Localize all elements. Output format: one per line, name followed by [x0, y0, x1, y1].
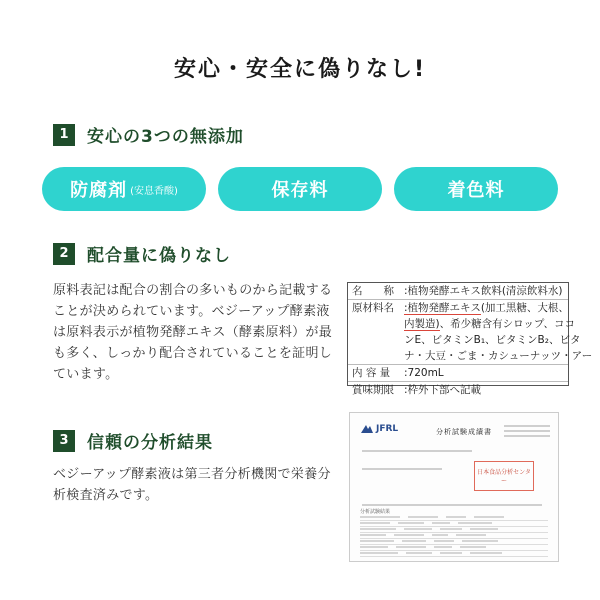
label-row-name [348, 283, 568, 300]
jfrl-logo-text: JFRL [376, 424, 399, 434]
report-field [362, 447, 472, 455]
jfrl-logo-icon [360, 423, 374, 435]
section-2-title: 配合量に偽りなし [87, 246, 231, 266]
label-value: ナ・大豆・ごま・カシューナッツ・アー [404, 350, 593, 362]
section-3-description: ベジーアップ酵素液は第三者分析機関で栄養分析検査済みです。 [53, 467, 331, 503]
additive-pill-preservative [42, 167, 206, 211]
report-title: 分析試験成績書 [436, 428, 492, 436]
label-row-ingredients [348, 300, 593, 365]
ingredient-label-image [347, 282, 593, 396]
additive-label: 保存料 [271, 180, 329, 201]
additive-pill-preservative-agent [218, 167, 382, 211]
label-key: 賞味期限 [352, 384, 394, 396]
label-key: 名 称 [352, 285, 394, 297]
certification-stamp: 日本食品分析センター [474, 461, 534, 491]
section-1-title: 安心の3つの無添加 [87, 127, 244, 147]
section-number-1: 1 [53, 124, 75, 146]
additive-pill-coloring [394, 167, 558, 211]
report-reference-lines [504, 422, 550, 440]
section-number-2: 2 [53, 243, 75, 265]
jfrl-logo [360, 423, 398, 435]
additive-label: 防腐剤 [70, 180, 128, 201]
report-field [362, 465, 442, 473]
report-table-header: 分析試験結果 [360, 509, 391, 515]
analysis-report-image [349, 412, 559, 562]
section-2-description: 原料表記は配合の割合の多いものから記載することが決められています。ベジーアップ酵素液は原料表示が植物発酵エキス（酵素原料）が最も多く、しっかり配合されていることを証明しています。 [53, 283, 333, 382]
label-value: :植物発酵エキス飲料(清涼飲料水) [404, 285, 563, 297]
label-highlight: 内製造) [404, 318, 440, 330]
label-value: :720mL [404, 367, 444, 379]
label-value: ンE、ビタミンB₁、ビタミンB₂、ビタ [404, 334, 581, 346]
label-value: (加工黒糖、大根、 [480, 302, 569, 314]
label-value: :枠外下部へ記載 [404, 384, 482, 396]
page-title: 安心・安全に偽りなし! [173, 57, 427, 82]
report-table [360, 515, 548, 557]
section-1-header [53, 122, 244, 147]
section-number-3: 3 [53, 430, 75, 452]
additive-free-list [42, 167, 562, 211]
label-value: 、希少糖含有シロップ、ココ [439, 318, 576, 330]
label-row-expiry [348, 382, 568, 398]
label-key: 内 容 量 [352, 367, 391, 379]
section-2-header [53, 241, 231, 266]
label-highlight: :植物発酵エキス [404, 302, 481, 314]
additive-label: 着色料 [447, 180, 505, 201]
additive-note: (安息香酸) [130, 185, 178, 197]
section-3-header [53, 428, 213, 453]
label-key: 原材料名 [352, 302, 394, 314]
section-3-title: 信頼の分析結果 [87, 433, 213, 453]
label-row-volume [348, 365, 568, 382]
